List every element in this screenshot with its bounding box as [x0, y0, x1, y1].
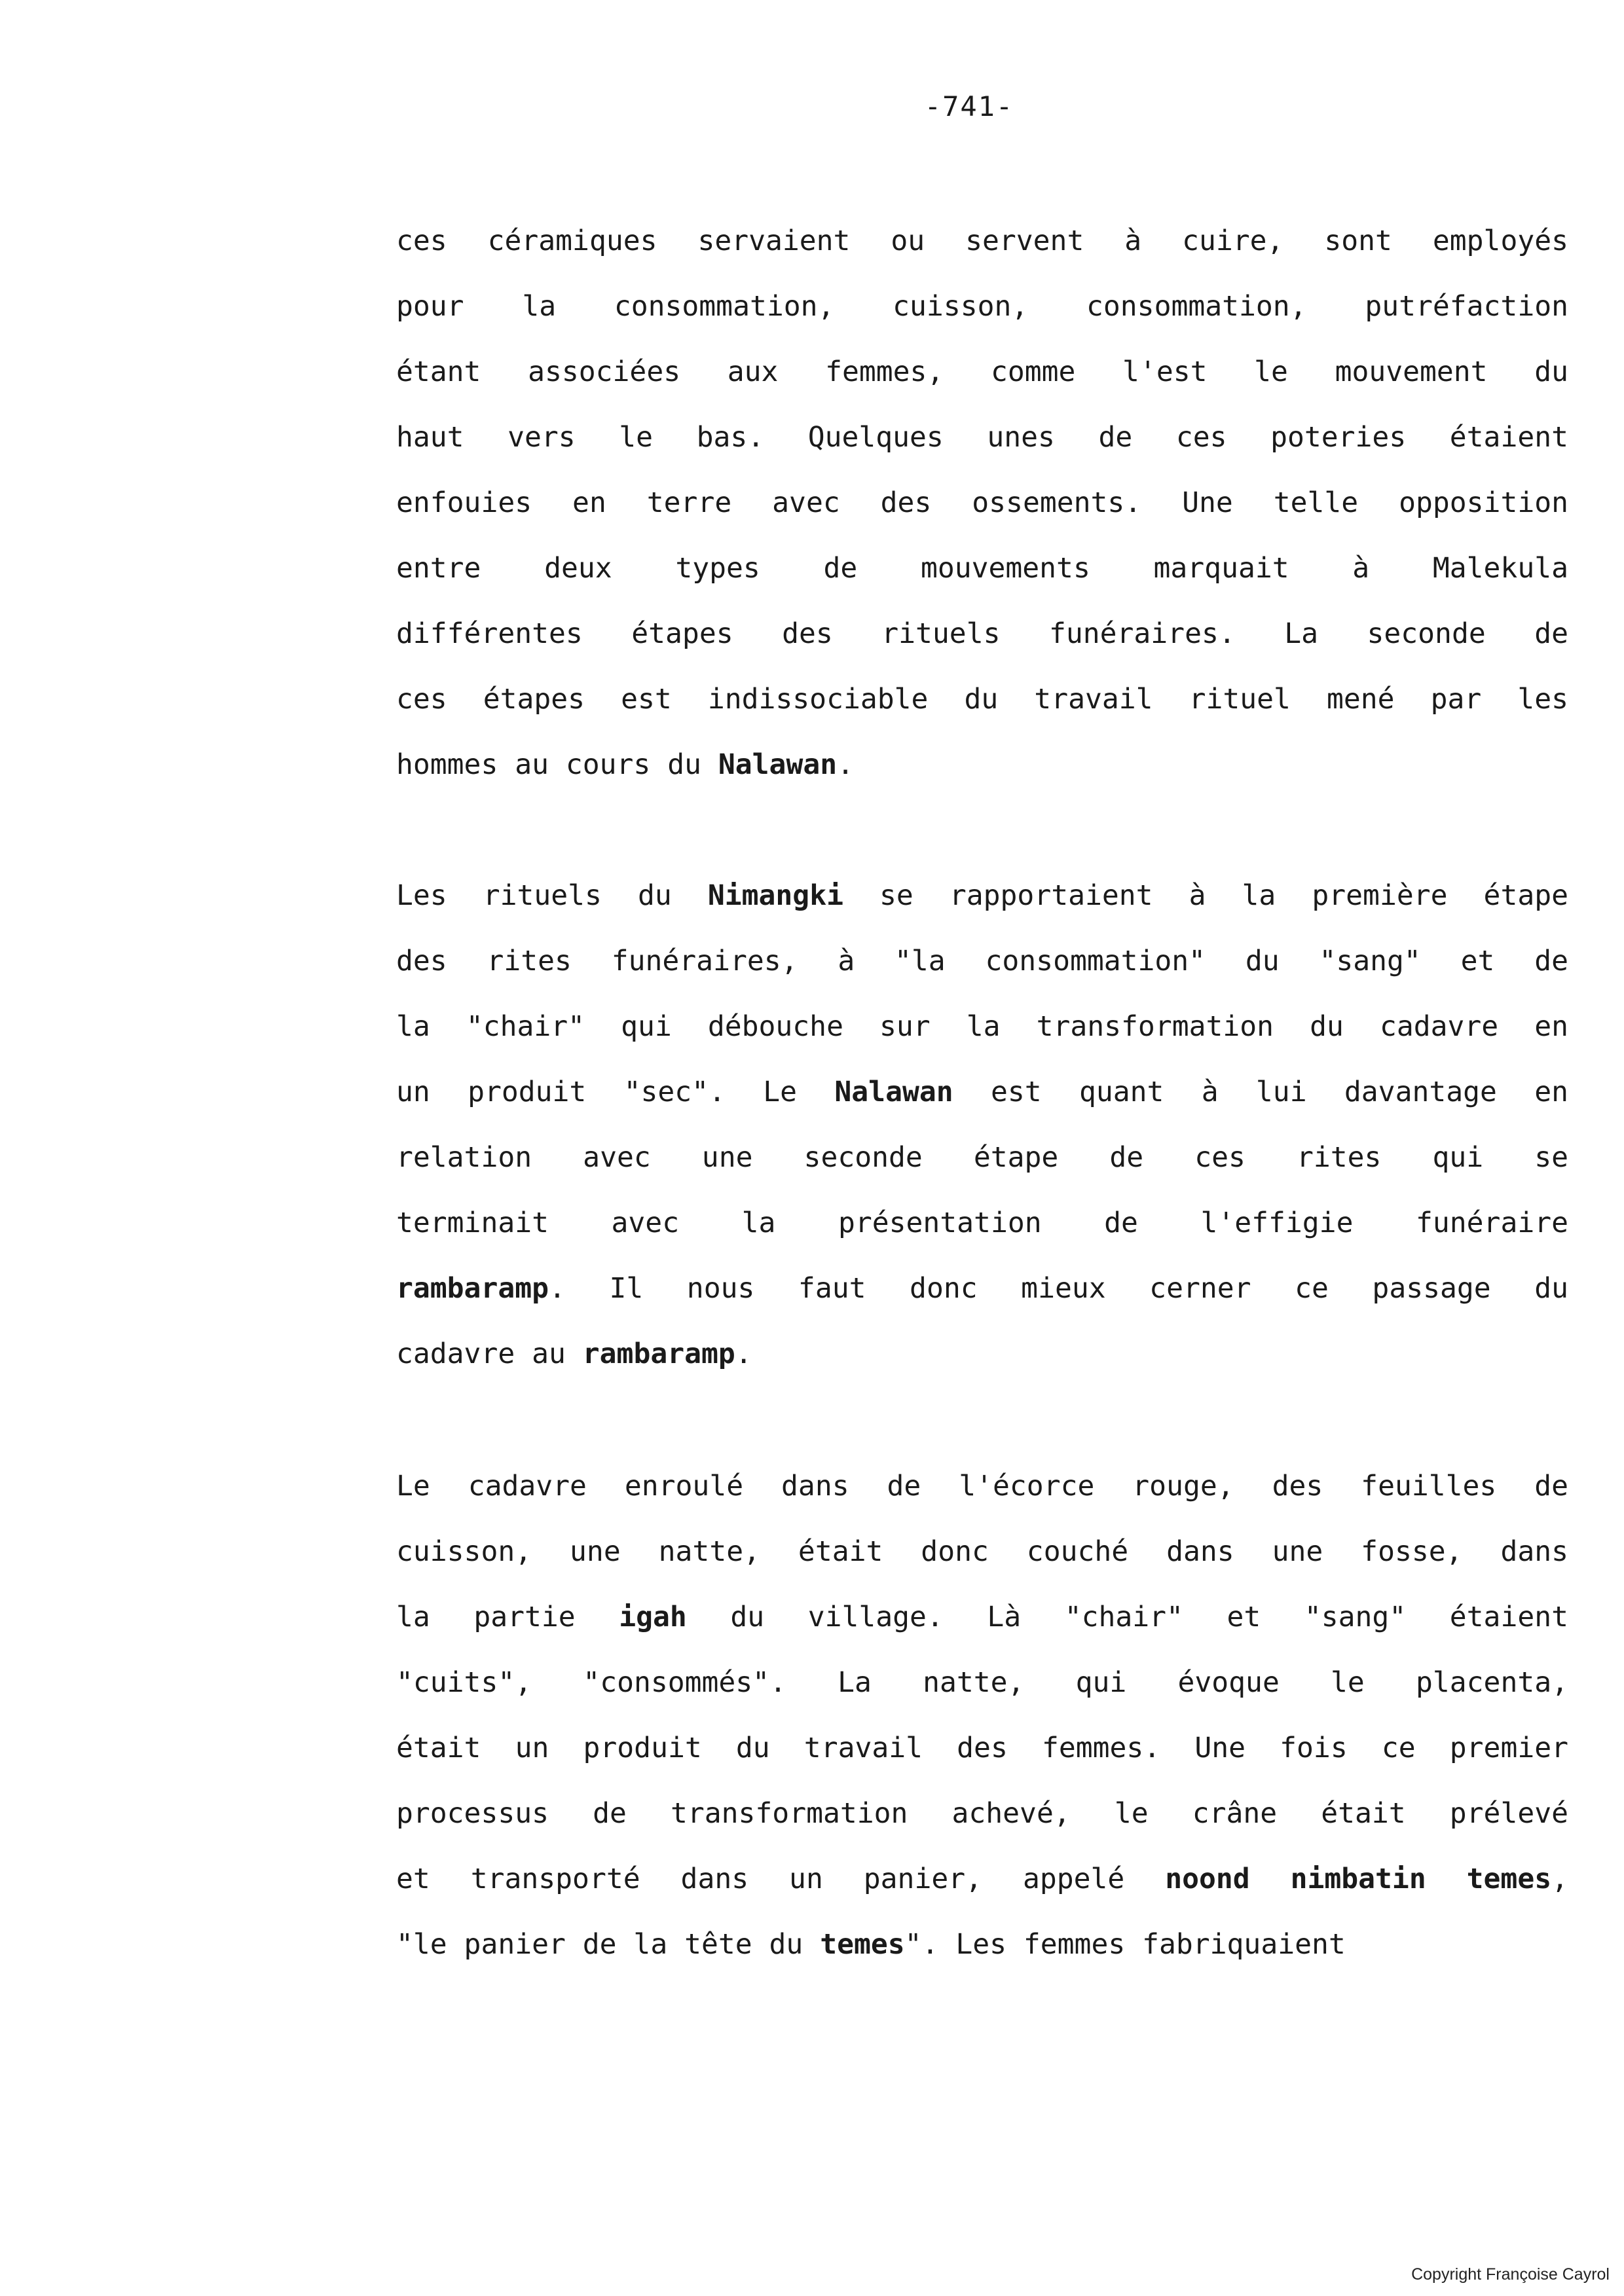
text-segment: du village. Là "chair" et "sang" étaient	[686, 1601, 1568, 1633]
text-line	[396, 470, 1568, 536]
text-line	[396, 994, 1568, 1059]
text-line	[396, 1453, 1568, 1519]
text-segment: . Il nous faut donc mieux cerner ce passage du	[549, 1272, 1568, 1305]
text-line	[396, 928, 1568, 994]
text-line	[396, 208, 1568, 274]
text-line	[396, 1584, 1568, 1650]
text-line	[396, 1715, 1568, 1781]
text-line	[396, 1125, 1568, 1190]
text-segment: .	[837, 748, 854, 781]
text-segment: des rites funéraires, à "la consommation" du "sang" et de	[396, 945, 1568, 977]
text-segment: cadavre au	[396, 1338, 583, 1370]
text-line	[396, 339, 1568, 405]
bold-term: Nimangki	[707, 879, 843, 912]
text-segment: était un produit du travail des femmes. Une fois ce premier	[396, 1732, 1568, 1764]
text-segment: un produit "sec". Le	[396, 1076, 835, 1108]
text-line	[396, 732, 1568, 797]
text-line	[396, 1256, 1568, 1321]
bold-term: igah	[619, 1601, 687, 1633]
text-segment: haut vers le bas. Quelques unes de ces poteries étaient	[396, 421, 1568, 454]
text-segment: est quant à lui davantage en	[953, 1076, 1568, 1108]
text-segment: étant associées aux femmes, comme l'est le mouvement du	[396, 355, 1568, 388]
text-segment: ,	[1551, 1863, 1568, 1895]
paragraph-1	[396, 208, 1568, 797]
paragraph-2	[396, 863, 1568, 1387]
text-segment: pour la consommation, cuisson, consommation, putréfaction	[396, 290, 1568, 323]
text-line	[396, 1781, 1568, 1846]
text-segment: .	[735, 1338, 752, 1370]
text-segment: se rapportaient à la première étape	[843, 879, 1568, 912]
text-segment: Les rituels du	[396, 879, 708, 912]
text-segment: entre deux types de mouvements marquait à Malekula	[396, 552, 1568, 585]
text-line	[396, 1190, 1568, 1256]
bold-term: rambaramp	[396, 1272, 549, 1305]
bold-term: noond nimbatin temes	[1165, 1863, 1552, 1895]
text-line	[396, 863, 1568, 928]
copyright-notice: Copyright Françoise Cayrol	[1411, 2265, 1610, 2284]
text-segment: processus de transformation achevé, le crâne était prélevé	[396, 1797, 1568, 1830]
text-line	[396, 601, 1568, 666]
text-segment: hommes au cours du	[396, 748, 718, 781]
text-line	[396, 1059, 1568, 1125]
text-line	[396, 666, 1568, 732]
page-number: -741-	[924, 90, 1014, 122]
text-line	[396, 274, 1568, 339]
text-segment: ces étapes est indissociable du travail rituel mené par les	[396, 683, 1568, 716]
text-segment: relation avec une seconde étape de ces rites qui se	[396, 1141, 1568, 1174]
text-segment: "le panier de la tête du	[396, 1928, 821, 1961]
bold-term: Nalawan	[834, 1076, 953, 1108]
text-segment: enfouies en terre avec des ossements. Une telle opposition	[396, 486, 1568, 519]
text-segment: ces céramiques servaient ou servent à cuire, sont employés	[396, 225, 1568, 257]
text-segment: "cuits", "consommés". La natte, qui évoque le placenta,	[396, 1666, 1568, 1699]
text-segment: différentes étapes des rituels funéraires. La seconde de	[396, 617, 1568, 650]
text-line	[396, 1321, 1568, 1387]
text-segment: la partie	[396, 1601, 619, 1633]
text-line	[396, 1519, 1568, 1584]
text-segment: la "chair" qui débouche sur la transformation du cadavre en	[396, 1010, 1568, 1043]
text-segment: et transporté dans un panier, appelé	[396, 1863, 1166, 1895]
text-line	[396, 536, 1568, 601]
text-line	[396, 1650, 1568, 1715]
text-segment: cuisson, une natte, était donc couché dans une fosse, dans	[396, 1535, 1568, 1568]
text-segment: terminait avec la présentation de l'effigie funéraire	[396, 1207, 1568, 1239]
bold-term: Nalawan	[718, 748, 838, 781]
bold-term: temes	[820, 1928, 905, 1961]
text-line	[396, 1846, 1568, 1912]
bold-term: rambaramp	[582, 1338, 735, 1370]
text-segment: ". Les femmes fabriquaient	[904, 1928, 1346, 1961]
text-line	[396, 1912, 1568, 1977]
text-segment: Le cadavre enroulé dans de l'écorce rouge, des feuilles de	[396, 1470, 1568, 1503]
text-line	[396, 405, 1568, 470]
paragraph-3	[396, 1453, 1568, 1977]
